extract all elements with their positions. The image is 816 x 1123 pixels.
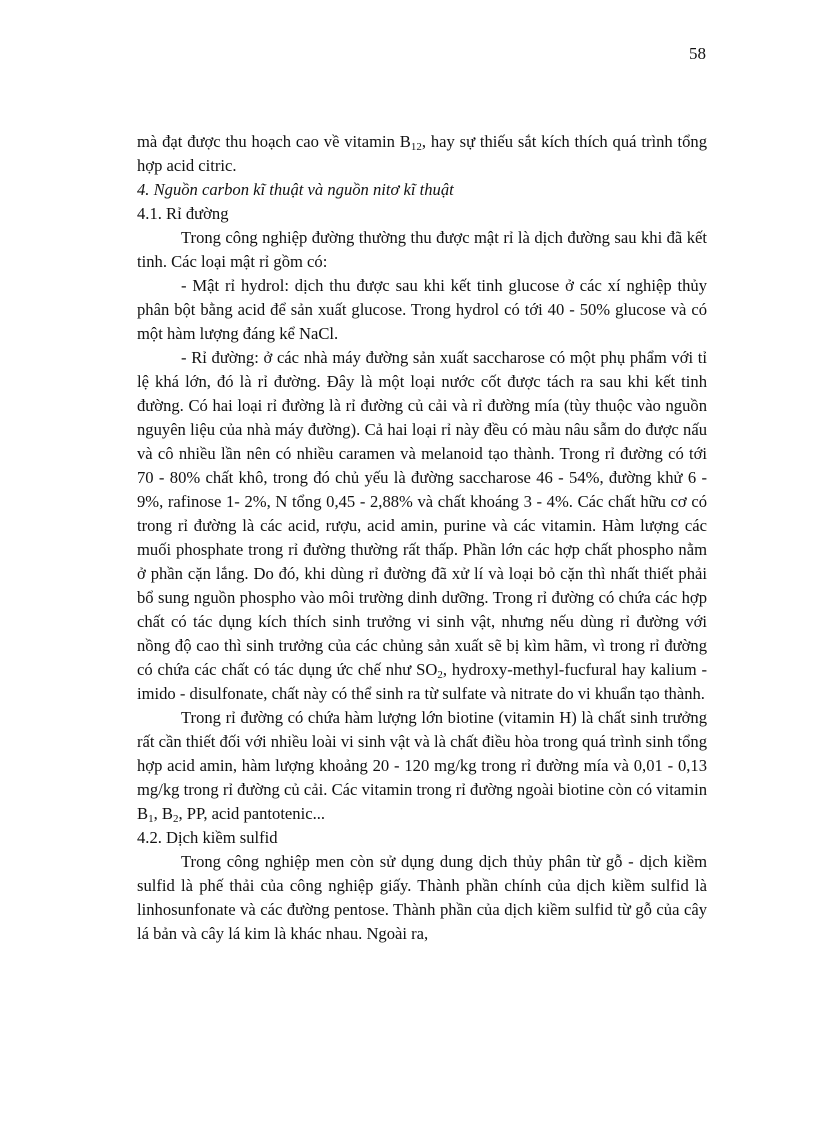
subsection-heading: 4.1. Rỉ đường (137, 204, 229, 223)
text-segment: , PP, acid pantotenic... (178, 804, 326, 823)
paragraph: Trong công nghiệp men còn sử dụng dung dịch thủy phân từ gỗ - dịch kiềm sulfid là phế thải của công nghiệp giấy. Thành phần chính của dịch kiềm sulfid là linhosunfonate và các đường pentose. Thành phần của dịch kiềm sulfid từ gỗ của cây lá bản và cây lá kim là khác nhau. Ngoài ra, (137, 852, 707, 943)
paragraph: - Mật rỉ hydrol: dịch thu được sau khi kết tinh glucose ở các xí nghiệp thủy phân bột bằng acid để sản xuất glucose. Trong hydrol có tới 40 - 50% glucose và có một hàm lượng đáng kể NaCl. (137, 276, 707, 343)
text-segment: , B (153, 804, 173, 823)
document-body (137, 130, 707, 946)
paragraph-continuation (137, 130, 707, 178)
paragraph (137, 706, 707, 826)
text-segment: mà đạt được thu hoạch cao về vitamin B (137, 132, 411, 151)
text-segment: Trong rỉ đường có chứa hàm lượng lớn biotine (vitamin H) là chất sinh trưởng rất cần thiết đối với nhiều loài vi sinh vật và là chất điều hòa trong quá trình sinh tổng hợp acid amin, hàm lượng khoảng 20 - 120 mg/kg trong rỉ đường mía và 0,01 - 0,13 mg/kg trong rỉ đường củ cải. Các vitamin trong rỉ đường ngoài biotine còn có vitamin B (137, 708, 707, 823)
text-segment: , hydroxy-methyl-fucfural hay kalium - imido - disulfonate, chất này có thể sinh ra từ sulfate và nitrate do vi khuẩn tạo thành. (137, 660, 707, 703)
text-segment: - Rỉ đường: ở các nhà máy đường sản xuất saccharose có một phụ phẩm với tỉ lệ khá lớn, đó là rỉ đường. Đây là một loại nước cốt được tách ra sau khi kết tinh đường. Có hai loại rỉ đường là rỉ đường củ cải và rỉ đường mía (tùy thuộc vào nguồn nguyên liệu của nhà máy đường). Cả hai loại rỉ này đều có màu nâu sẫm do được nấu và cô nhiều lần nên có nhiều caramen và melanoid tạo thành. Trong rỉ đường có tới 70 - 80% chất khô, trong đó chủ yếu là đường saccharose 46 - 54%, đường khử 6 - 9%, rafinose 1- 2%, N tổng 0,45 - 2,88% và chất khoáng 3 - 4%. Các chất hữu cơ có trong rỉ đường là các acid, rượu, acid amin, purine và các vitamin. Hàm lượng các muối phosphate trong rỉ đường thường rất thấp. Phần lớn các hợp chất phospho nằm ở phần cặn lắng. Do đó, khi dùng rỉ đường đã xử lí và loại bỏ cặn thì nhất thiết phải bổ sung nguồn phospho vào môi trường dinh dưỡng. Trong rỉ đường có chứa các hợp chất có tác dụng kích thích sinh trưởng vi sinh vật, nhưng nếu dùng rỉ đường với nồng độ cao thì sinh trưởng của các chủng sản xuất sẽ bị kìm hãm, vì trong rỉ đường có chứa các chất có tác dụng ức chế như SO (137, 348, 707, 679)
section-heading: 4. Nguồn carbon kĩ thuật và nguồn nitơ kĩ thuật (137, 180, 454, 199)
subscript: 1 (148, 813, 154, 825)
subscript: 12 (410, 141, 422, 153)
subsection-heading: 4.2. Dịch kiềm sulfid (137, 828, 278, 847)
subscript: 2 (437, 669, 443, 681)
paragraph: Trong công nghiệp đường thường thu được mật rỉ là dịch đường sau khi đã kết tinh. Các loại mật rỉ gồm có: (137, 228, 707, 271)
subscript: 2 (172, 813, 179, 825)
page-number: 58 (689, 44, 706, 63)
text-segment: , hay sự thiếu sắt kích thích quá trình tổng hợp acid citric. (137, 132, 707, 175)
paragraph (137, 346, 707, 706)
